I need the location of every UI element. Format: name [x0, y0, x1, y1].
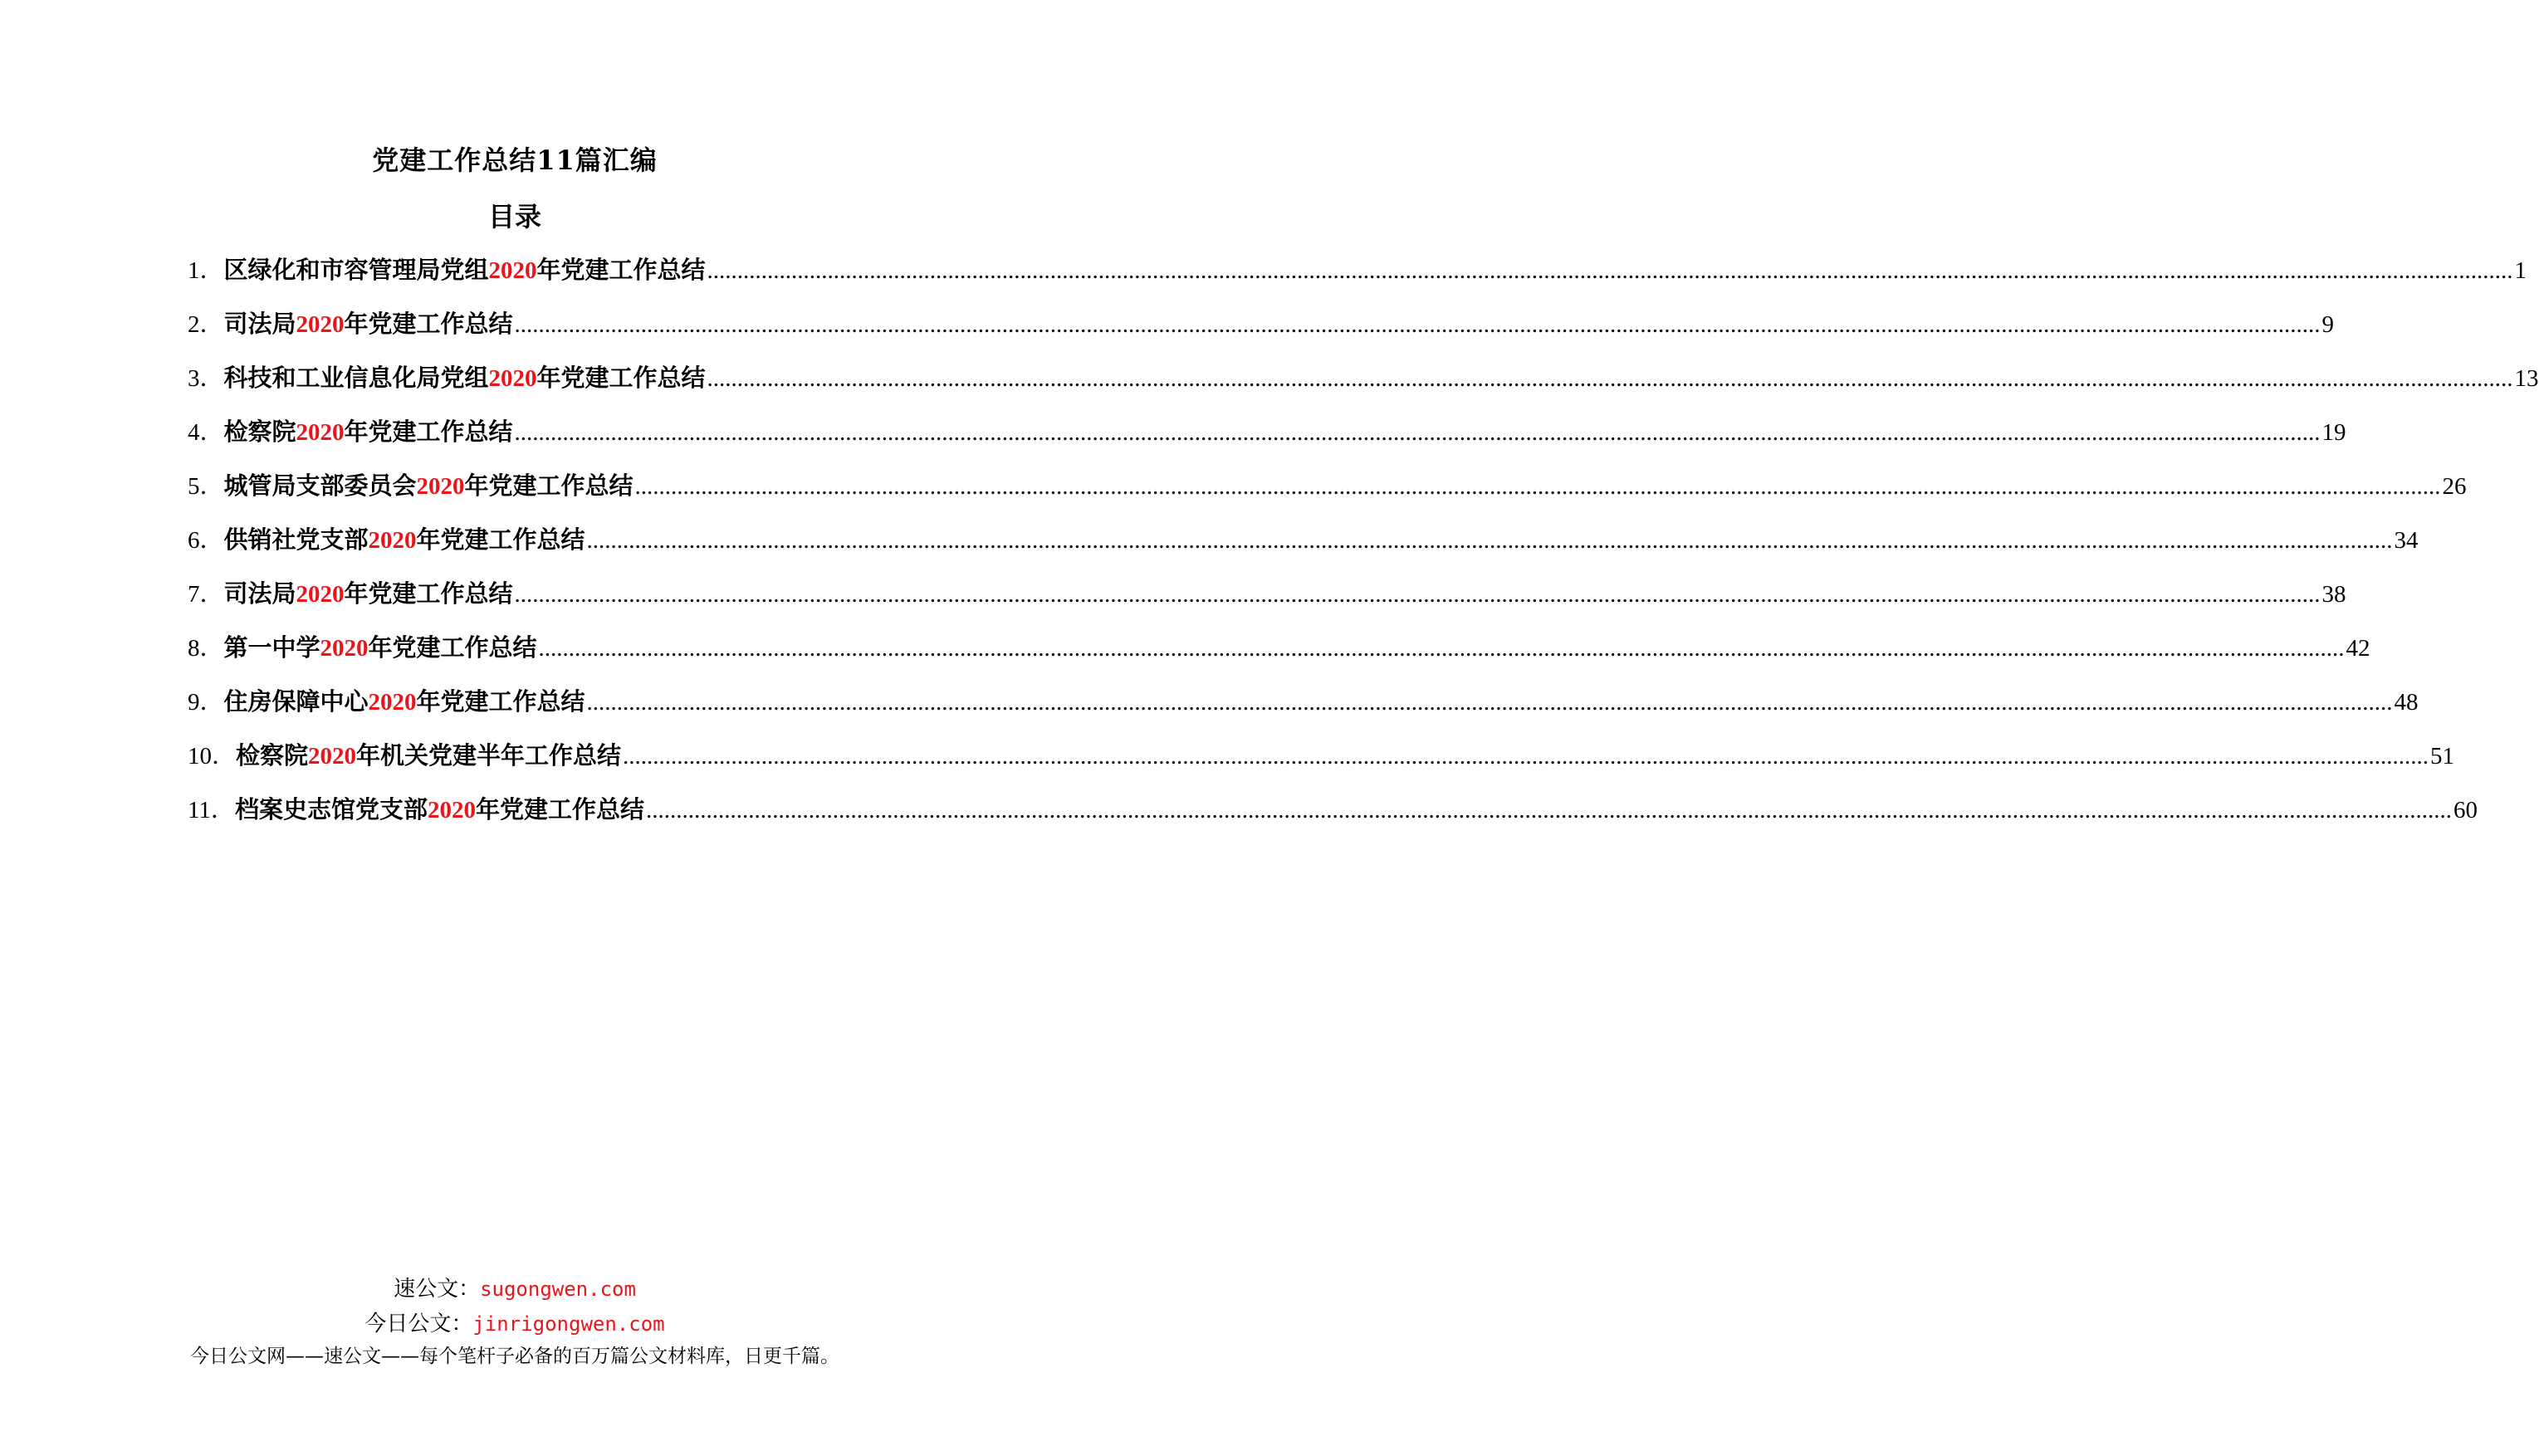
footer-slogan: 今日公文网——速公文——每个笔杆子必备的百万篇公文材料库，日更千篇。 — [190, 1346, 839, 1367]
toc-entry[interactable] — [188, 521, 2419, 575]
toc-entry-page: 1 — [2514, 257, 2527, 284]
toc-entry-title: 科技和工业信息化局党组2020年党建工作总结 — [223, 364, 706, 392]
toc-leader-dots: ............................................................................................................................................................................................................................................................................................................ — [707, 257, 2513, 284]
toc-entry-number: 9． — [188, 689, 224, 716]
toc-entry[interactable] — [188, 737, 2455, 791]
toc-entry-page: 48 — [2394, 689, 2419, 716]
toc-entry-title: 司法局2020年党建工作总结 — [223, 310, 513, 338]
toc-entry-number: 6． — [188, 527, 224, 554]
document-title: 党建工作总结11篇汇编 — [372, 144, 658, 176]
footer-label: 速公文： — [394, 1277, 481, 1302]
toc-entry-page: 9 — [2321, 311, 2335, 338]
toc-entry-title: 司法局2020年党建工作总结 — [223, 579, 513, 608]
toc-entry[interactable] — [188, 575, 2346, 629]
toc-entry-number: 11． — [188, 797, 235, 823]
footer-site-link[interactable]: jinrigongwen.com — [472, 1312, 665, 1336]
toc-entry-page: 60 — [2453, 797, 2478, 823]
toc-entry[interactable] — [188, 683, 2419, 737]
toc-entry[interactable] — [188, 359, 2539, 413]
toc-leader-dots: ............................................................................................................................................................................................................................................................................................................ — [586, 527, 2393, 554]
toc-entry-page: 51 — [2430, 743, 2455, 770]
toc-entry[interactable] — [188, 305, 2335, 359]
toc-entry-title: 检察院2020年机关党建半年工作总结 — [236, 741, 622, 770]
toc-entry-number: 3． — [188, 365, 224, 392]
toc-entry-page: 26 — [2442, 473, 2467, 500]
toc-entry[interactable] — [188, 467, 2467, 521]
toc-entry-page: 42 — [2346, 635, 2370, 662]
toc-entry[interactable] — [188, 629, 2370, 683]
toc-entry-number: 2． — [188, 311, 224, 338]
toc-entry-page: 38 — [2321, 581, 2346, 608]
footer-line-1 — [0, 1272, 1030, 1302]
footer-label: 今日公文： — [364, 1312, 473, 1336]
table-of-contents — [188, 252, 2539, 845]
toc-entry-title: 区绿化和市容管理局党组2020年党建工作总结 — [223, 256, 706, 284]
toc-entry-number: 8． — [188, 635, 224, 662]
toc-entry[interactable] — [188, 252, 2527, 305]
toc-heading: 目录 — [487, 201, 541, 232]
toc-leader-dots: ............................................................................................................................................................................................................................................................................................................ — [586, 689, 2393, 716]
toc-entry-title: 住房保障中心2020年党建工作总结 — [223, 687, 585, 716]
toc-entry-number: 1． — [188, 257, 224, 284]
footer-site-link[interactable]: sugongwen.com — [480, 1278, 636, 1301]
toc-leader-dots: ............................................................................................................................................................................................................................................................................................................ — [514, 581, 2321, 608]
toc-entry-page: 19 — [2321, 419, 2346, 446]
toc-entry-number: 7． — [188, 581, 224, 608]
toc-leader-dots: ............................................................................................................................................................................................................................................................................................................ — [514, 419, 2321, 446]
toc-leader-dots: ............................................................................................................................................................................................................................................................................................................ — [634, 473, 2441, 500]
toc-entry-title: 供销社党支部2020年党建工作总结 — [223, 525, 585, 554]
toc-leader-dots: ............................................................................................................................................................................................................................................................................................................ — [538, 635, 2345, 662]
toc-leader-dots: ............................................................................................................................................................................................................................................................................................................ — [514, 311, 2321, 338]
toc-entry-number: 5． — [188, 473, 224, 500]
toc-entry[interactable] — [188, 791, 2478, 845]
toc-leader-dots: ............................................................................................................................................................................................................................................................................................................ — [623, 743, 2429, 770]
toc-entry-title: 第一中学2020年党建工作总结 — [223, 633, 537, 662]
toc-entry-page: 13 — [2514, 365, 2539, 392]
toc-entry-title: 检察院2020年党建工作总结 — [223, 418, 513, 446]
toc-entry-title: 城管局支部委员会2020年党建工作总结 — [223, 471, 634, 500]
toc-entry-number: 10． — [188, 743, 237, 770]
toc-entry-page: 34 — [2394, 527, 2419, 554]
toc-entry-title: 档案史志馆党支部2020年党建工作总结 — [234, 795, 644, 823]
footer-line-2 — [0, 1307, 1030, 1337]
toc-leader-dots: ............................................................................................................................................................................................................................................................................................................ — [707, 365, 2513, 392]
toc-leader-dots: ............................................................................................................................................................................................................................................................................................................ — [645, 797, 2452, 823]
toc-entry[interactable] — [188, 413, 2346, 467]
toc-entry-number: 4． — [188, 419, 224, 446]
